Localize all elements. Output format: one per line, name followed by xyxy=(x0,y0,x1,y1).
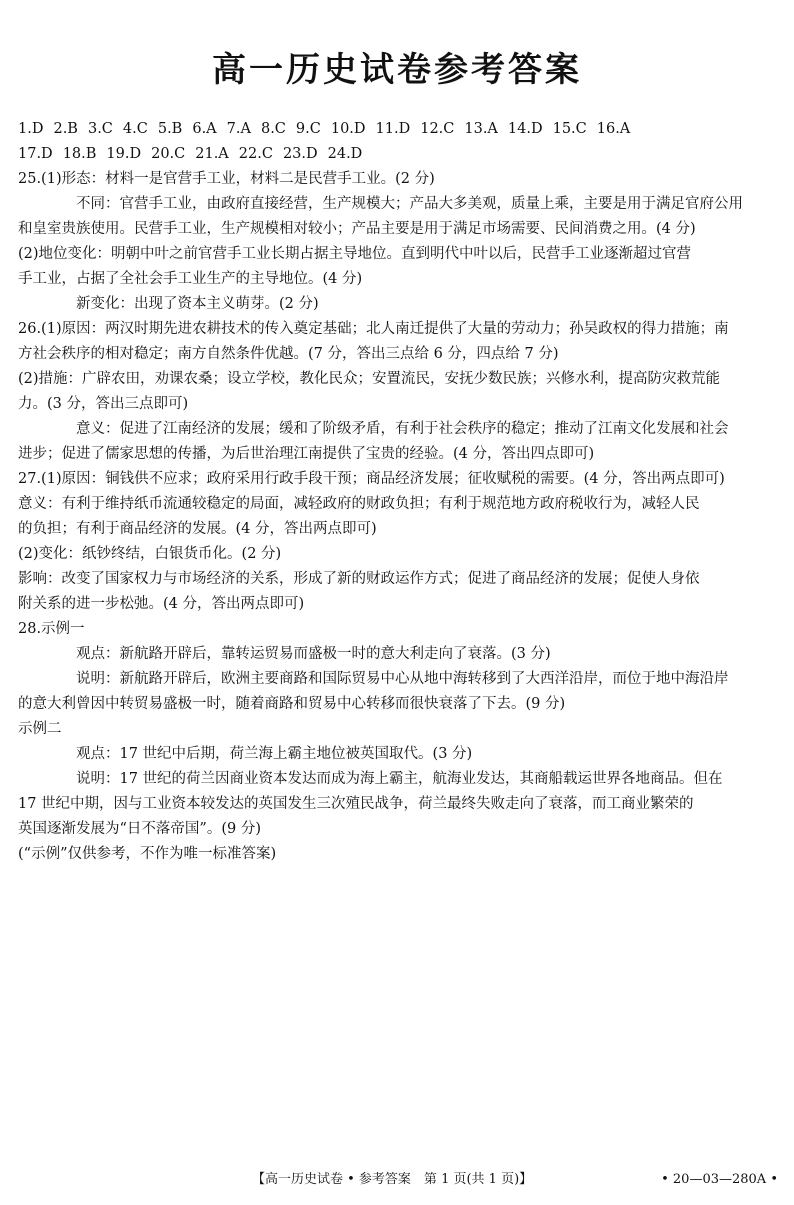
page-title: 高一历史试卷参考答案 xyxy=(212,50,582,90)
answer-item: 11.D xyxy=(375,121,411,137)
page-footer xyxy=(0,1168,794,1192)
q27-impact-line-1: 影响：改变了国家权力与市场经济的关系，形成了新的财政运作方式；促进了商品经济的发展；促使人身依 xyxy=(18,571,700,587)
footer-page-info: 【高一历史试卷 • 参考答案 第 1 页(共 1 页)】 xyxy=(252,1172,533,1187)
q26-part1-reason-line-1: 26.(1)原因：两汉时期先进农耕技术的传入奠定基础；北人南迁提供了大量的劳动力；孙吴政权的得力措施；南 xyxy=(18,321,729,337)
answer-item: 15.C xyxy=(552,121,587,137)
q28-example-1-heading: 28.示例一 xyxy=(18,621,85,637)
answer-item: 3.C xyxy=(87,121,113,137)
q28-example-2-explain-line-2: 17 世纪中期，因与工业资本较发达的英国发生三次殖民战争，荷兰最终失败走向了衰落，而工商业繁荣的 xyxy=(18,796,694,812)
answer-item: 14.D xyxy=(507,121,543,137)
answer-item: 5.B xyxy=(157,121,183,137)
answer-item: 10.D xyxy=(330,121,366,137)
answer-item: 8.C xyxy=(260,121,286,137)
answer-item: 20.C xyxy=(151,146,186,162)
answer-content xyxy=(18,117,778,867)
q28-example-1-view: 观点：新航路开辟后，靠转运贸易而盛极一时的意大利走向了衰落。(3 分) xyxy=(76,646,551,662)
q27-significance-line-2: 的负担；有利于商品经济的发展。(4 分，答出两点即可) xyxy=(18,521,377,537)
q25-part1-form: 25.(1)形态：材料一是官营手工业，材料二是民营手工业。(2 分) xyxy=(18,171,435,187)
q28-example-2-view: 观点：17 世纪中后期，荷兰海上霸主地位被英国取代。(3 分) xyxy=(76,746,473,762)
q28-example-1-explain-line-1: 说明：新航路开辟后，欧洲主要商路和国际贸易中心从地中海转移到了大西洋沿岸，而位于地中海沿岸 xyxy=(76,671,729,687)
q28-example-1-explain-line-2: 的意大利曾因中转贸易盛极一时，随着商路和贸易中心转移而很快衰落了下去。(9 分) xyxy=(18,696,566,712)
q28-example-2-explain-line-3: 英国逐渐发展为“日不落帝国”。(9 分) xyxy=(18,821,261,837)
answer-item: 1.D xyxy=(18,121,44,137)
q25-part2-status-line-2: 手工业，占据了全社会手工业生产的主导地位。(4 分) xyxy=(18,271,363,287)
answer-item: 18.B xyxy=(62,146,97,162)
answer-item: 9.C xyxy=(295,121,321,137)
footer-code: • 20—03—280A • xyxy=(661,1172,778,1187)
q25-difference-line-2: 和皇室贵族使用。民营手工业，生产规模相对较小；产品主要是用于满足市场需要、民间消费之用。(4 分) xyxy=(18,221,696,237)
answer-item: 17.D xyxy=(18,146,53,162)
q25-new-change: 新变化：出现了资本主义萌芽。(2 分) xyxy=(76,296,319,312)
q26-part2-measures-line-2: 力。(3 分，答出三点即可) xyxy=(18,396,189,412)
q28-note: (“示例”仅供参考，不作为唯一标准答案) xyxy=(18,846,277,862)
answer-item: 2.B xyxy=(53,121,78,137)
answer-item: 4.C xyxy=(122,121,148,137)
answer-item: 6.A xyxy=(192,121,217,137)
q27-significance-line-1: 意义：有利于维持纸币流通较稳定的局面，减轻政府的财政负担；有利于规范地方政府税收行为，减轻人民 xyxy=(18,496,700,512)
answer-item: 21.A xyxy=(195,146,229,162)
answer-key-row-1 xyxy=(18,117,778,142)
q25-part2-status-line-1: (2)地位变化：明朝中叶之前官营手工业长期占据主导地位。直到明代中叶以后，民营手工业逐渐超过官营 xyxy=(18,246,692,262)
answer-item: 24.D xyxy=(327,146,363,162)
q26-significance-line-1: 意义：促进了江南经济的发展；缓和了阶级矛盾，有利于社会秩序的稳定；推动了江南文化发展和社会 xyxy=(76,421,729,437)
answer-item: 19.D xyxy=(106,146,142,162)
q26-part2-measures-line-1: (2)措施：广辟农田，劝课农桑；设立学校，教化民众；安置流民，安抚少数民族；兴修水利，提高防灾救荒能 xyxy=(18,371,721,387)
q26-significance-line-2: 进步；促进了儒家思想的传播，为后世治理江南提供了宝贵的经验。(4 分，答出四点即可) xyxy=(18,446,595,462)
answer-item: 22.C xyxy=(238,146,273,162)
answer-item: 13.A xyxy=(464,121,498,137)
answer-item: 16.A xyxy=(596,121,631,137)
q26-part1-reason-line-2: 方社会秩序的相对稳定；南方自然条件优越。(7 分，答出三点给 6 分，四点给 7 分) xyxy=(18,346,559,362)
answer-item: 12.C xyxy=(420,121,455,137)
q27-part1-reason: 27.(1)原因：铜钱供不应求；政府采用行政手段干预；商品经济发展；征收赋税的需要。(4 分，答出两点即可) xyxy=(18,471,725,487)
q28-example-2-explain-line-1: 说明：17 世纪的荷兰因商业资本发达而成为海上霸主，航海业发达，其商船载运世界各地商品。但在 xyxy=(76,771,723,787)
q27-impact-line-2: 附关系的进一步松弛。(4 分，答出两点即可) xyxy=(18,596,305,612)
q27-part2-change: (2)变化：纸钞终结，白银货币化。(2 分) xyxy=(18,546,282,562)
q25-difference-line-1: 不同：官营手工业，由政府直接经营，生产规模大；产品大多美观，质量上乘，主要是用于满足官府公用 xyxy=(76,196,743,212)
answer-item: 23.D xyxy=(282,146,318,162)
q28-example-2-heading: 示例二 xyxy=(18,721,62,737)
answer-item: 7.A xyxy=(226,121,251,137)
answer-key-row-2 xyxy=(18,142,778,167)
